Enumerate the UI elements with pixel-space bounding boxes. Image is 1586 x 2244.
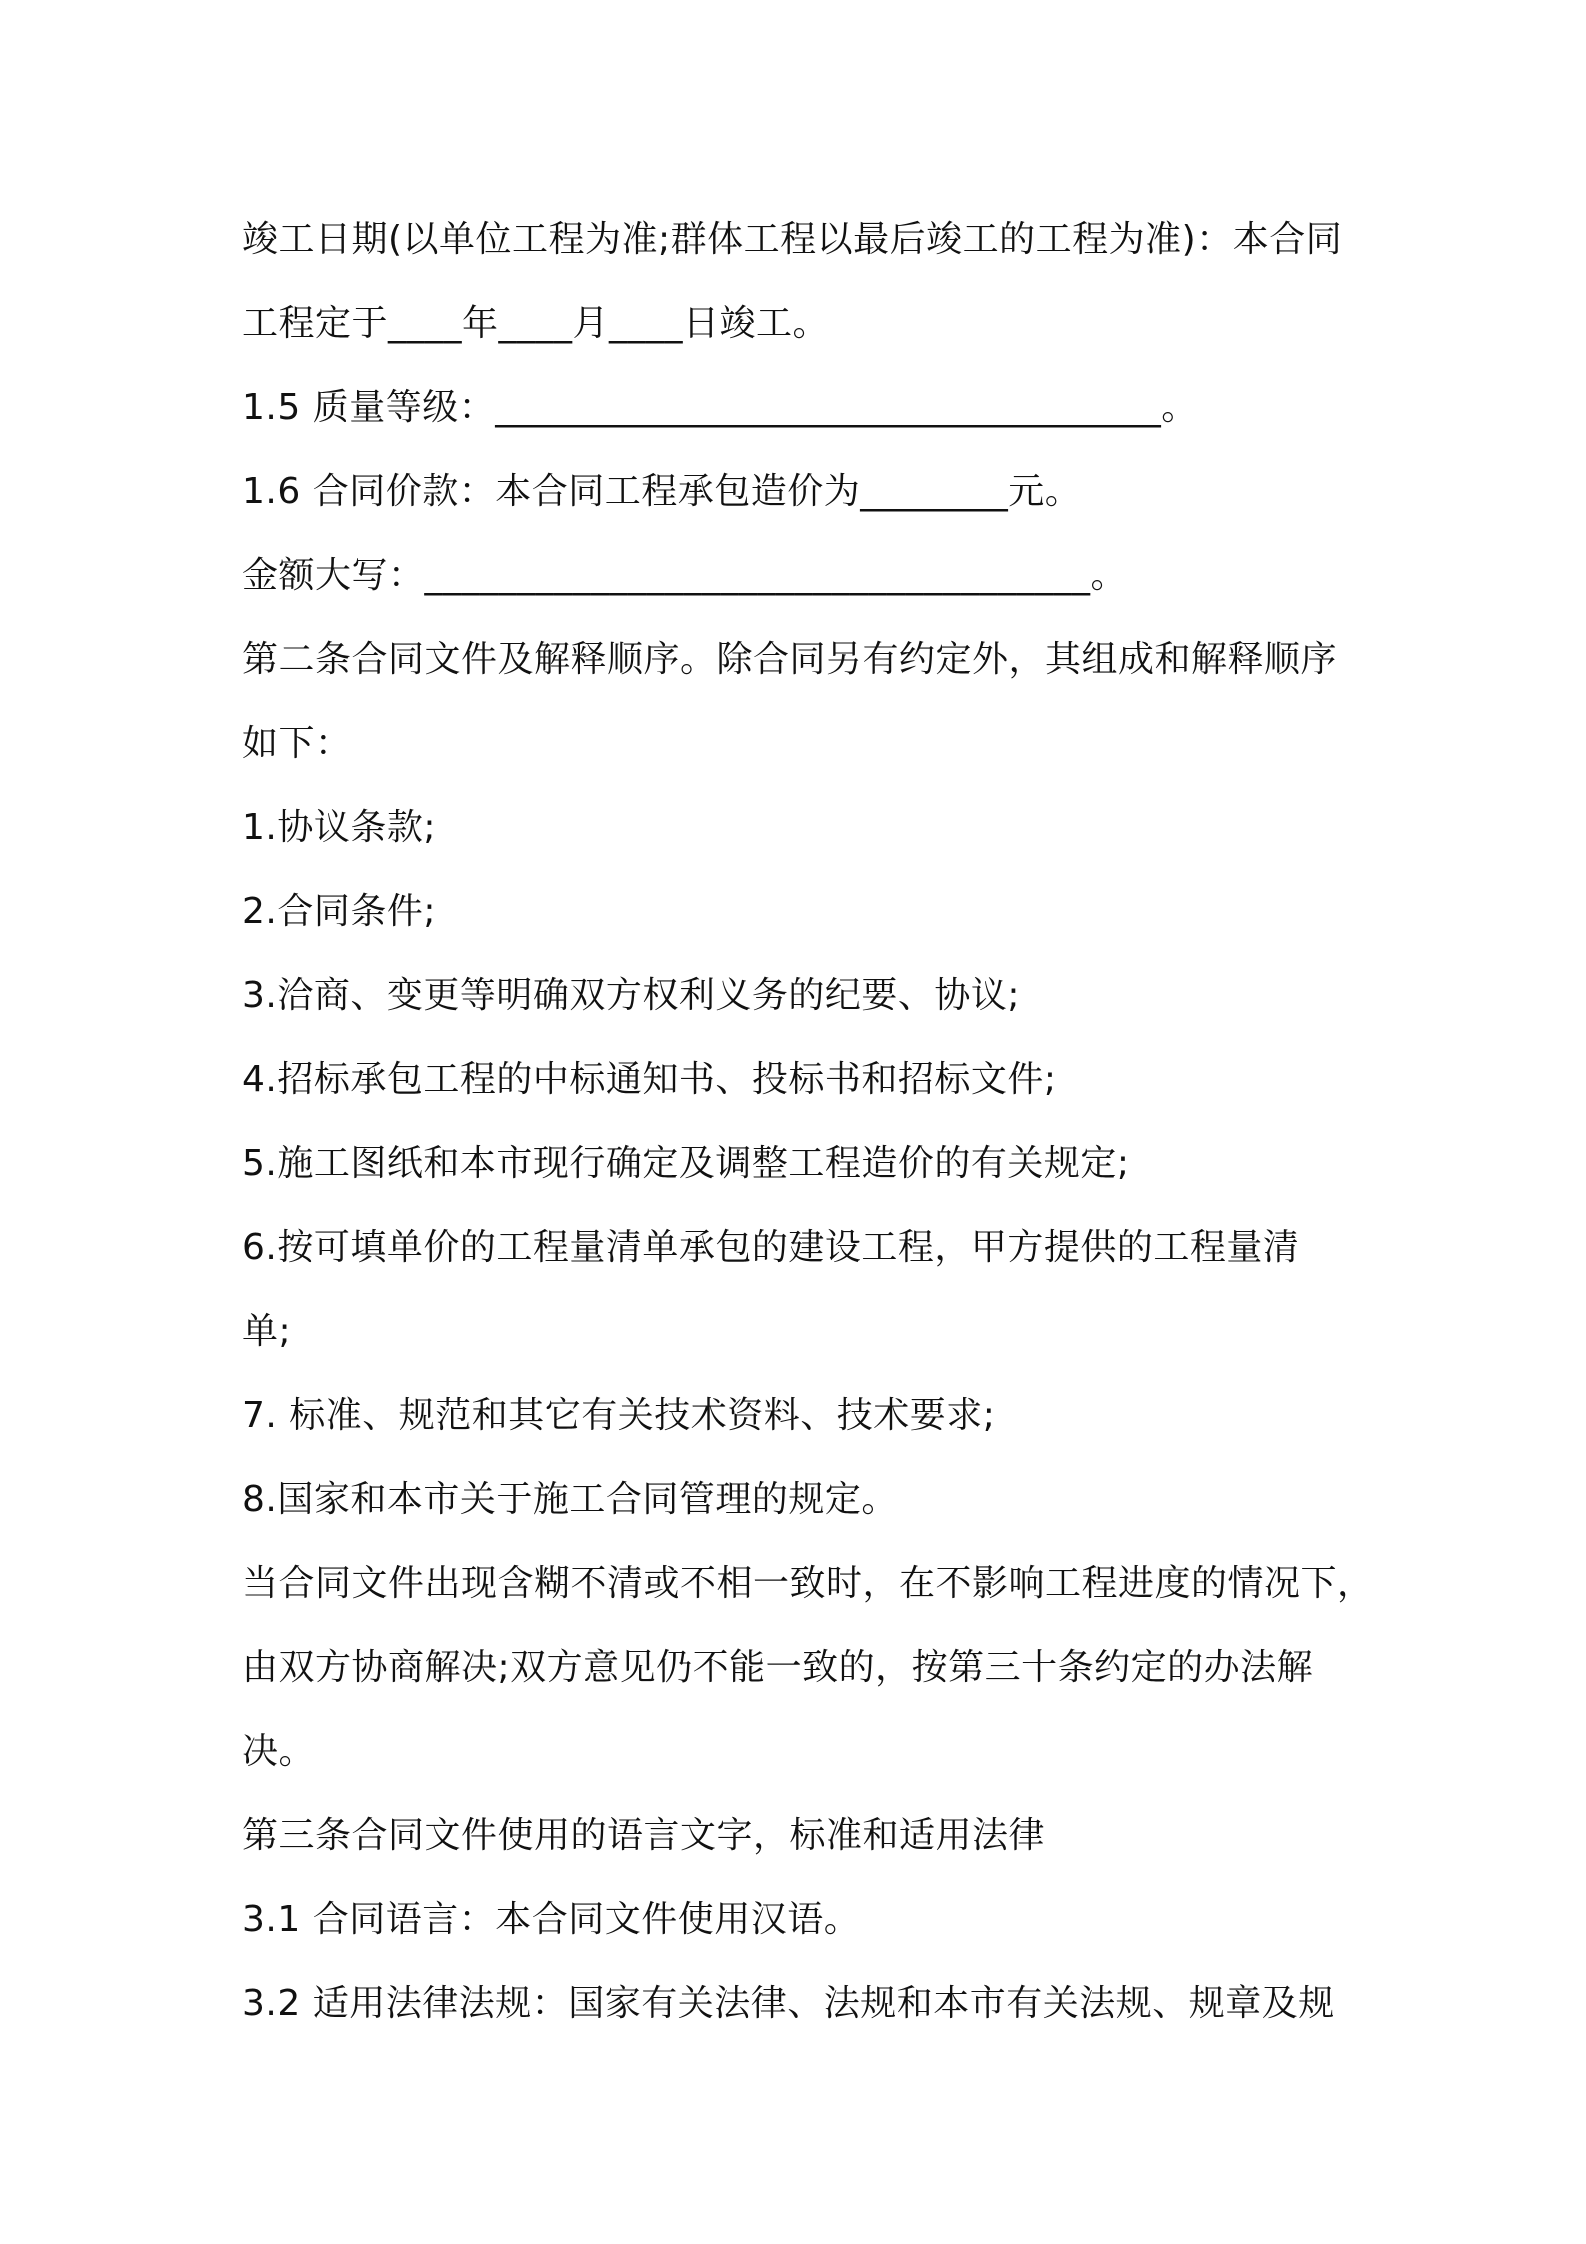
text-line: 如下： — [242, 723, 352, 764]
text-line: 1.5 质量等级：____________________________________。 — [242, 387, 1198, 428]
text-line: 工程定于____年____月____日竣工。 — [242, 303, 830, 344]
text-line: 4.招标承包工程的中标通知书、投标书和招标文件; — [242, 1059, 1057, 1100]
text-line: 决。 — [242, 1731, 316, 1772]
text-line: 当合同文件出现含糊不清或不相一致时，在不影响工程进度的情况下， — [242, 1563, 1374, 1604]
text-line: 由双方协商解决;双方意见仍不能一致的，按第三十条约定的办法解 — [242, 1647, 1314, 1688]
text-line: 1.协议条款; — [242, 807, 436, 848]
text-line: 3.洽商、变更等明确双方权利义务的纪要、协议; — [242, 975, 1020, 1016]
text-line: 6.按可填单价的工程量清单承包的建设工程，甲方提供的工程量清 — [242, 1227, 1300, 1268]
text-line: 竣工日期(以单位工程为准;群体工程以最后竣工的工程为准)：本合同 — [242, 219, 1343, 260]
text-line: 3.2 适用法律法规：国家有关法律、法规和本市有关法规、规章及规 — [242, 1983, 1335, 2024]
text-line: 第二条合同文件及解释顺序。除合同另有约定外，其组成和解释顺序 — [242, 639, 1338, 680]
text-line: 5.施工图纸和本市现行确定及调整工程造价的有关规定; — [242, 1143, 1130, 1184]
text-line: 金额大写：____________________________________。 — [242, 555, 1128, 596]
text-line: 第三条合同文件使用的语言文字，标准和适用法律 — [242, 1815, 1046, 1856]
text-line: 单; — [242, 1311, 292, 1352]
document-body — [242, 198, 1372, 2046]
text-line: 3.1 合同语言：本合同文件使用汉语。 — [242, 1899, 861, 1940]
text-line: 7. 标准、规范和其它有关技术资料、技术要求; — [242, 1395, 996, 1436]
text-line: 8.国家和本市关于施工合同管理的规定。 — [242, 1479, 898, 1520]
text-line: 1.6 合同价款：本合同工程承包造价为________元。 — [242, 471, 1082, 512]
text-line: 2.合同条件; — [242, 891, 436, 932]
